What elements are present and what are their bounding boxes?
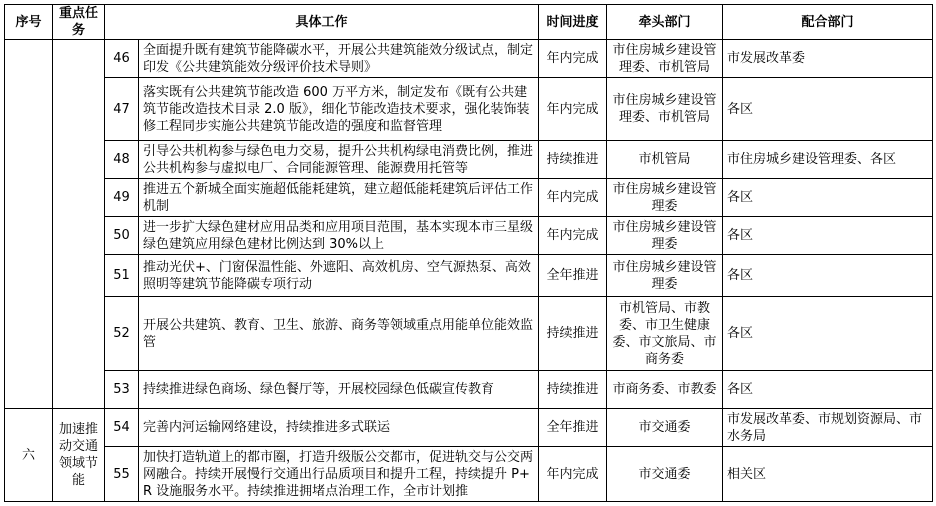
lead-department: 市住房城乡建设管理委、市机管局: [607, 40, 723, 78]
cooperating-departments: 各区: [723, 371, 933, 409]
group6-task: 加速推动交通领域节能: [53, 409, 105, 502]
cooperating-departments: 市发展改革委、市规划资源局、市水务局: [723, 409, 933, 447]
header-coop: 配合部门: [723, 5, 933, 40]
lead-department: 市住房城乡建设管理委、市机管局: [607, 78, 723, 141]
row-number: 48: [105, 141, 139, 179]
cooperating-departments: 各区: [723, 217, 933, 255]
schedule: 年内完成: [539, 179, 607, 217]
table-row: [5, 78, 933, 141]
schedule: 持续推进: [539, 141, 607, 179]
schedule: 年内完成: [539, 78, 607, 141]
table-row: [5, 371, 933, 409]
schedule: 年内完成: [539, 447, 607, 502]
row-number: 49: [105, 179, 139, 217]
work-description: 全面提升既有建筑节能降碳水平，开展公共建筑能效分级试点，制定印发《公共建筑能效分级评价技术导则》: [139, 40, 539, 78]
group6-seq: 六: [5, 409, 53, 502]
schedule: 全年推进: [539, 409, 607, 447]
header-lead: 牵头部门: [607, 5, 723, 40]
row-number: 51: [105, 255, 139, 297]
work-description: 加快打造轨道上的都市圈，打造升级版公交都市，促进轨交与公交两网融合。持续开展慢行交通出行品质项目和提升工程，持续提升 P+R 设施服务水平。持续推进拥堵点治理工作，全市计划推: [139, 447, 539, 502]
schedule: 全年推进: [539, 255, 607, 297]
row-number: 50: [105, 217, 139, 255]
cooperating-departments: 各区: [723, 297, 933, 371]
cooperating-departments: 各区: [723, 78, 933, 141]
schedule: 持续推进: [539, 371, 607, 409]
row-number: 47: [105, 78, 139, 141]
table-row: [5, 447, 933, 502]
header-schedule: 时间进度: [539, 5, 607, 40]
header-seq: 序号: [5, 5, 53, 40]
table-row: [5, 141, 933, 179]
table-row: [5, 40, 933, 78]
table-row: [5, 255, 933, 297]
work-description: 开展公共建筑、教育、卫生、旅游、商务等领域重点用能单位能效监管: [139, 297, 539, 371]
table-row: [5, 179, 933, 217]
cooperating-departments: 市住房城乡建设管理委、各区: [723, 141, 933, 179]
table-row: [5, 217, 933, 255]
lead-department: 市交通委: [607, 447, 723, 502]
cooperating-departments: 市发展改革委: [723, 40, 933, 78]
row-number: 54: [105, 409, 139, 447]
row-number: 55: [105, 447, 139, 502]
table-row: [5, 297, 933, 371]
group5-seq-cell: [5, 40, 53, 409]
row-number: 53: [105, 371, 139, 409]
table-row: [5, 409, 933, 447]
work-description: 完善内河运输网络建设，持续推进多式联运: [139, 409, 539, 447]
schedule: 年内完成: [539, 40, 607, 78]
lead-department: 市住房城乡建设管理委: [607, 179, 723, 217]
work-description: 落实既有公共建筑节能改造 600 万平方米，制定发布《既有公共建筑节能改造技术目录 2.0 版》，细化节能改造技术要求，强化装饰装修工程同步实施公共建筑节能改造的强度和监督管理: [139, 78, 539, 141]
header-task: 重点任务: [53, 5, 105, 40]
schedule: 持续推进: [539, 297, 607, 371]
lead-department: 市交通委: [607, 409, 723, 447]
row-number: 52: [105, 297, 139, 371]
work-description: 进一步扩大绿色建材应用品类和应用项目范围，基本实现本市三星级绿色建筑应用绿色建材比例达到 30%以上: [139, 217, 539, 255]
cooperating-departments: 相关区: [723, 447, 933, 502]
lead-department: 市机管局: [607, 141, 723, 179]
header-work: 具体工作: [105, 5, 539, 40]
lead-department: 市住房城乡建设管理委: [607, 255, 723, 297]
work-plan-table: [4, 4, 933, 502]
header-row: [5, 5, 933, 40]
lead-department: 市机管局、市教委、市卫生健康委、市文旅局、市商务委: [607, 297, 723, 371]
schedule: 年内完成: [539, 217, 607, 255]
lead-department: 市商务委、市教委: [607, 371, 723, 409]
row-number: 46: [105, 40, 139, 78]
cooperating-departments: 各区: [723, 255, 933, 297]
lead-department: 市住房城乡建设管理委: [607, 217, 723, 255]
work-description: 推进五个新城全面实施超低能耗建筑，建立超低能耗建筑后评估工作机制: [139, 179, 539, 217]
cooperating-departments: 各区: [723, 179, 933, 217]
work-description: 引导公共机构参与绿色电力交易，提升公共机构绿电消费比例，推进公共机构参与虚拟电厂、合同能源管理、能源费用托管等: [139, 141, 539, 179]
work-description: 持续推进绿色商场、绿色餐厅等，开展校园绿色低碳宣传教育: [139, 371, 539, 409]
group5-task-cell: [53, 40, 105, 409]
work-description: 推动光伏+、门窗保温性能、外遮阳、高效机房、空气源热泵、高效照明等建筑节能降碳专项行动: [139, 255, 539, 297]
